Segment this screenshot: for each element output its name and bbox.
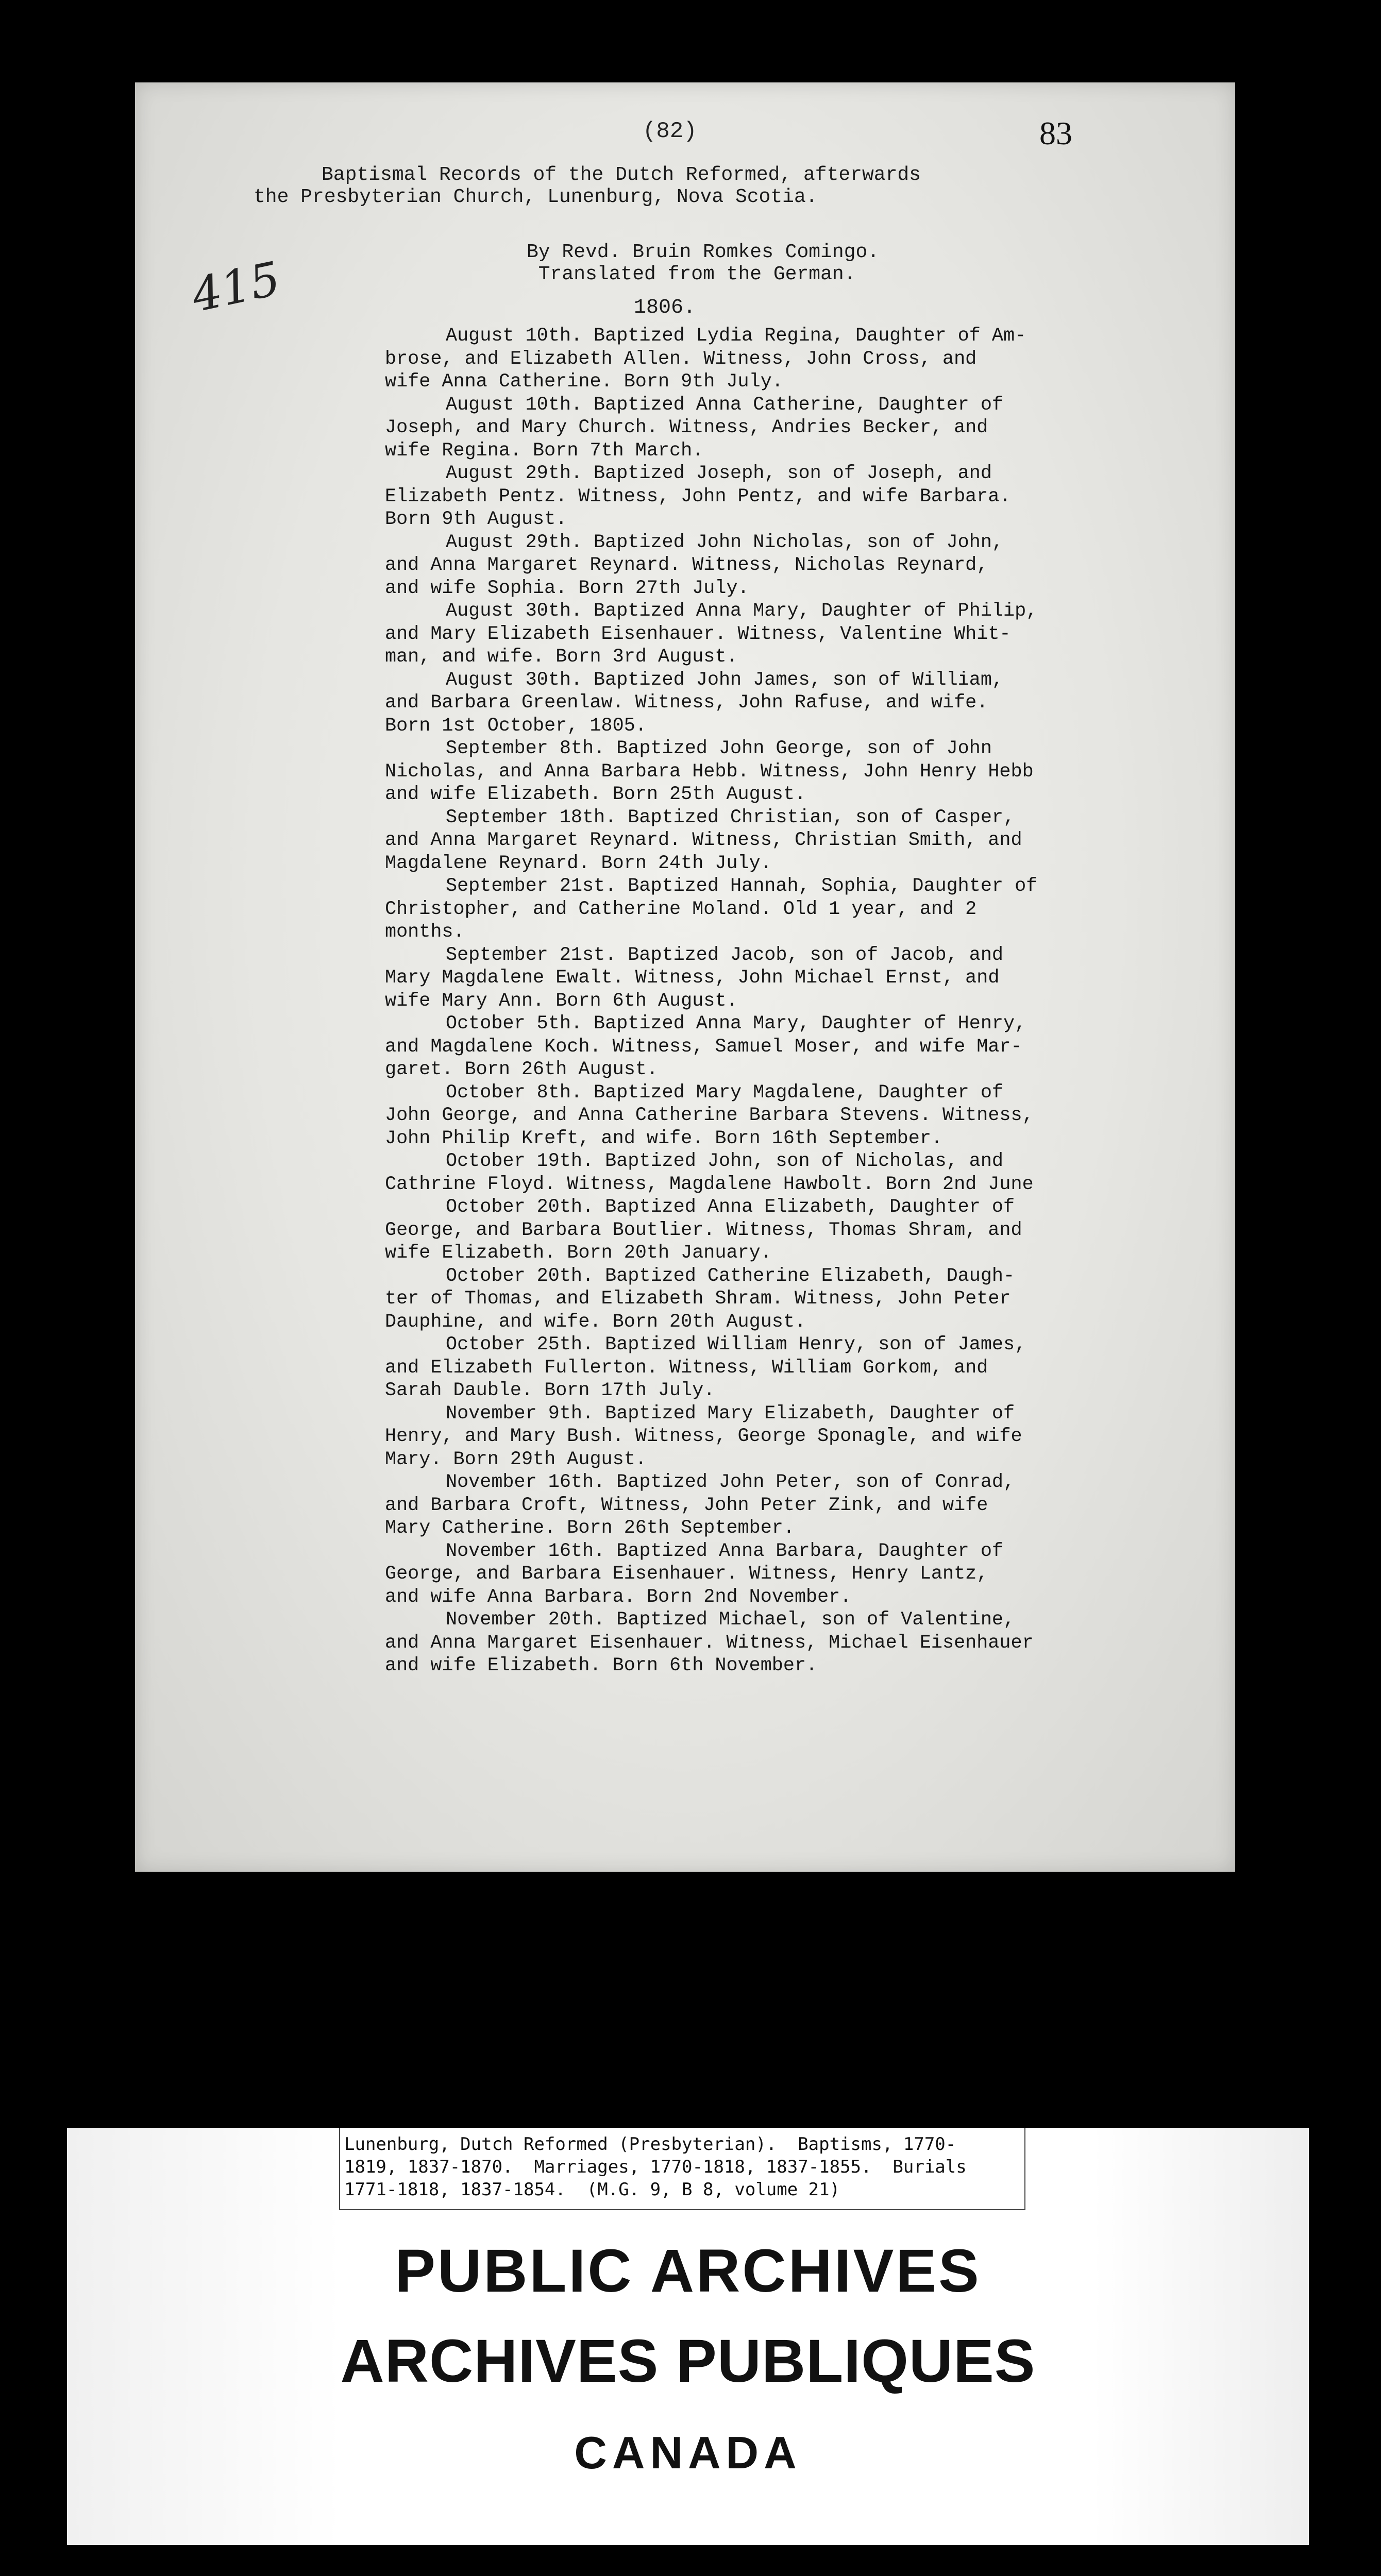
record-line: brose, and Elizabeth Allen. Witness, John Cross, and — [385, 348, 977, 370]
record-line: Joseph, and Mary Church. Witness, Andries Becker, and — [385, 417, 988, 438]
record-line: John George, and Anna Catherine Barbara Stevens. Witness, — [385, 1105, 1034, 1126]
record-line: Christopher, and Catherine Moland. Old 1 year, and 2 — [385, 898, 977, 920]
record-line: Nicholas, and Anna Barbara Hebb. Witness, John Henry Hebb — [385, 760, 1034, 783]
record-line: October 20th. Baptized Catherine Elizabeth, Daugh- — [446, 1265, 1015, 1287]
record-line: October 19th. Baptized John, son of Nicholas, and — [446, 1150, 1004, 1172]
document-page — [135, 82, 1235, 1872]
record-line: wife Anna Catherine. Born 9th July. — [385, 371, 783, 393]
record-line: and wife Anna Barbara. Born 2nd November. — [385, 1586, 852, 1608]
record-line: November 16th. Baptized John Peter, son of Conrad, — [446, 1471, 1015, 1493]
record-line: wife Mary Ann. Born 6th August. — [385, 990, 738, 1012]
record-line: August 30th. Baptized John James, son of William, — [446, 669, 1004, 691]
handwritten-note: 415 — [187, 251, 285, 323]
record-line: months. — [385, 921, 465, 943]
record-line: garet. Born 26th August. — [385, 1059, 658, 1080]
record-line: wife Elizabeth. Born 20th January. — [385, 1242, 772, 1264]
slip-line: 1819, 1837-1870. Marriages, 1770-1818, 1837-1855. Burials — [344, 2157, 967, 2177]
header-line: Baptismal Records of the Dutch Reformed, afterwards — [322, 164, 921, 186]
record-line: George, and Barbara Eisenhauer. Witness, Henry Lantz, — [385, 1563, 988, 1585]
record-line: August 30th. Baptized Anna Mary, Daughter of Philip, — [446, 600, 1038, 622]
record-line: wife Regina. Born 7th March. — [385, 439, 704, 462]
archives-title-english: PUBLIC ARCHIVES — [395, 2237, 981, 2305]
record-year: 1806. — [634, 296, 696, 319]
record-line: October 8th. Baptized Mary Magdalene, Daughter of — [446, 1081, 1004, 1104]
page-number-bracketed: (82) — [643, 118, 697, 144]
record-line: man, and wife. Born 3rd August. — [385, 646, 738, 668]
record-line: Mary. Born 29th August. — [385, 1448, 647, 1470]
record-line: and Mary Elizabeth Eisenhauer. Witness, Valentine Whit- — [385, 623, 1011, 645]
record-line: August 29th. Baptized Joseph, son of Joseph, and — [446, 463, 992, 484]
byline — [527, 241, 879, 285]
record-line: and Anna Margaret Reynard. Witness, Nicholas Reynard, — [385, 554, 988, 576]
slip-line: 1771-1818, 1837-1854. (M.G. 9, B 8, volume 21) — [344, 2179, 840, 2200]
record-line: John Philip Kreft, and wife. Born 16th September. — [385, 1127, 943, 1149]
record-line: August 10th. Baptized Anna Catherine, Daughter of — [446, 394, 1004, 416]
record-line: August 29th. Baptized John Nicholas, son of John, — [446, 531, 1004, 553]
archives-title-french: ARCHIVES PUBLIQUES — [340, 2327, 1036, 2395]
page-number: 83 — [1039, 115, 1072, 151]
record-line: Mary Catherine. Born 26th September. — [385, 1517, 795, 1539]
archives-country: CANADA — [574, 2427, 802, 2478]
record-line: and Barbara Croft, Witness, John Peter Zink, and wife — [385, 1494, 988, 1516]
record-line: Born 1st October, 1805. — [385, 715, 647, 737]
record-line: September 18th. Baptized Christian, son of Casper, — [446, 806, 1015, 828]
record-line: October 25th. Baptized William Henry, son of James, — [446, 1334, 1026, 1355]
record-line: Born 9th August. — [385, 509, 567, 530]
record-line: September 21st. Baptized Jacob, son of Jacob, and — [446, 944, 1004, 966]
record-line: and Anna Margaret Reynard. Witness, Christian Smith, and — [385, 829, 1022, 851]
record-line: Sarah Dauble. Born 17th July. — [385, 1380, 715, 1401]
record-line: and wife Elizabeth. Born 25th August. — [385, 784, 806, 805]
record-line: and Elizabeth Fullerton. Witness, William Gorkom, and — [385, 1357, 988, 1379]
record-line: Cathrine Floyd. Witness, Magdalene Hawbolt. Born 2nd June — [385, 1173, 1034, 1195]
archives-label-card — [67, 2128, 1309, 2545]
baptism-records — [385, 325, 1318, 1677]
record-line: and Barbara Greenlaw. Witness, John Rafuse, and wife. — [385, 692, 988, 714]
collection-label-slip — [339, 2128, 1025, 2210]
record-line: and wife Elizabeth. Born 6th November. — [385, 1655, 818, 1676]
record-line: ter of Thomas, and Elizabeth Shram. Witness, John Peter — [385, 1288, 1011, 1310]
record-line: November 9th. Baptized Mary Elizabeth, Daughter of — [446, 1402, 1015, 1425]
record-line: George, and Barbara Boutlier. Witness, Thomas Shram, and — [385, 1219, 1022, 1241]
record-line: September 21st. Baptized Hannah, Sophia, Daughter of — [446, 875, 1038, 897]
byline-author: By Revd. Bruin Romkes Comingo. — [527, 241, 880, 263]
record-line: October 20th. Baptized Anna Elizabeth, Daughter of — [446, 1196, 1015, 1218]
record-line: Elizabeth Pentz. Witness, John Pentz, and wife Barbara. — [385, 485, 1011, 507]
record-line: October 5th. Baptized Anna Mary, Daughter of Henry, — [446, 1013, 1026, 1035]
record-line: November 16th. Baptized Anna Barbara, Daughter of — [446, 1540, 1004, 1562]
record-line: and Magdalene Koch. Witness, Samuel Moser, and wife Mar- — [385, 1036, 1022, 1058]
record-line: Magdalene Reynard. Born 24th July. — [385, 852, 772, 874]
record-line: and Anna Margaret Eisenhauer. Witness, Michael Eisenhauer — [385, 1632, 1034, 1654]
slip-line: Lunenburg, Dutch Reformed (Presbyterian). Baptisms, 1770- — [344, 2134, 956, 2155]
byline-translation-note: Translated from the German. — [527, 263, 856, 285]
record-line: Mary Magdalene Ewalt. Witness, John Michael Ernst, and — [385, 967, 1000, 989]
record-line: November 20th. Baptized Michael, son of Valentine, — [446, 1609, 1015, 1631]
document-header — [254, 164, 1191, 208]
record-line: and wife Sophia. Born 27th July. — [385, 577, 749, 599]
record-line: Dauphine, and wife. Born 20th August. — [385, 1311, 806, 1333]
record-line: August 10th. Baptized Lydia Regina, Daughter of Am- — [446, 325, 1026, 347]
record-line: Henry, and Mary Bush. Witness, George Sponagle, and wife — [385, 1426, 1022, 1447]
record-line: September 8th. Baptized John George, son of John — [446, 738, 992, 759]
header-line: the Presbyterian Church, Lunenburg, Nova Scotia. — [254, 186, 818, 208]
